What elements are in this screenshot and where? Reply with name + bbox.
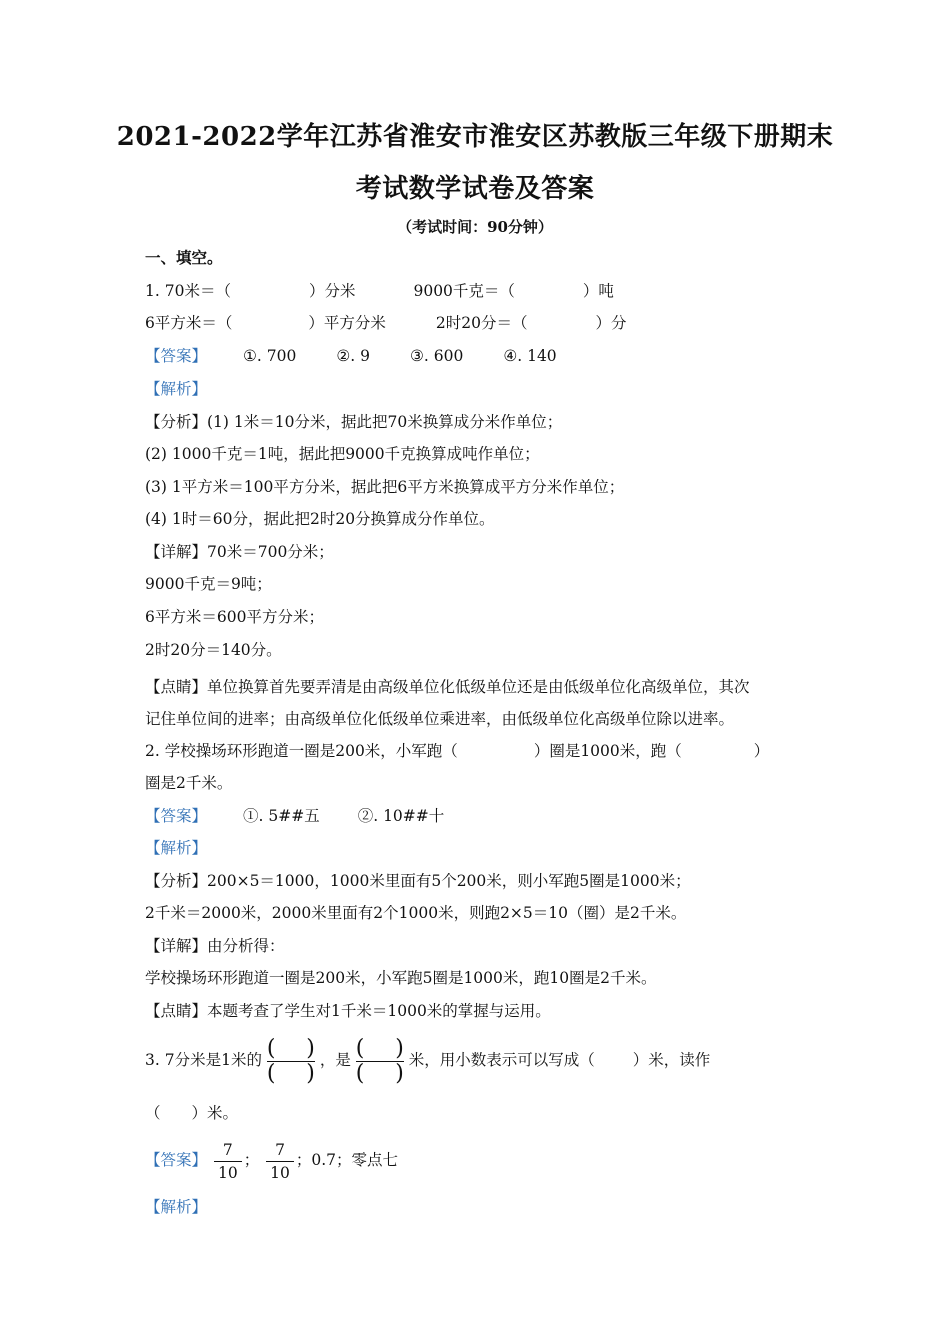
q1-detail-line: 9000千克＝9吨； xyxy=(145,575,272,593)
jiexi-tag: 【解析】 xyxy=(145,839,208,857)
answer-tag: 【答案】 xyxy=(145,807,208,825)
q1-line-2 xyxy=(145,312,627,334)
q1-text: ）平方分米 xyxy=(308,314,386,332)
q3-answer xyxy=(145,1136,398,1184)
answer-item: ②. 10##十 xyxy=(357,807,445,825)
title-line-1: 2021-2022学年江苏省淮安市淮安区苏教版三年级下册期末 xyxy=(116,122,834,152)
q1-analysis-line: 【分析】(1) 1米＝10分米，据此把70米换算成分米作单位； xyxy=(145,413,563,431)
answer-item: ④. 140 xyxy=(503,347,557,365)
q1-analysis-line: (2) 1000千克＝1吨，据此把9000千克换算成吨作单位； xyxy=(145,445,540,463)
answer-item: ①. 700 xyxy=(243,347,297,365)
q2-note-line: 【点睛】本题考查了学生对1千米＝1000米的掌握与运用。 xyxy=(145,1002,551,1020)
q2-detail-line: 【详解】由分析得： xyxy=(145,937,285,955)
q2-text: ） xyxy=(753,742,770,760)
q2-line-1 xyxy=(145,740,769,762)
q1-answer xyxy=(145,345,557,367)
q2-analysis-line: 【分析】200×5＝1000，1000米里面有5个200米，则小军跑5圈是1000米； xyxy=(145,872,691,890)
q2-detail-line: 学校操场环形跑道一圈是200米，小军跑5圈是1000米，跑10圈是2千米。 xyxy=(145,969,657,987)
q1-text: 1. 70米＝（ xyxy=(145,282,231,300)
q1-text: 6平方米＝（ xyxy=(145,314,233,332)
q3-text: 米，用小数表示可以写成（ xyxy=(408,1051,595,1069)
q3-text: 3. 7分米是1米的 xyxy=(145,1051,262,1069)
q3-line-1 xyxy=(145,1034,710,1086)
section-heading: 一、填空。 xyxy=(145,248,223,267)
q1-detail-line: 【详解】70米＝700分米； xyxy=(145,543,334,561)
answer-fraction: $\frac{7}{10}$ xyxy=(266,1139,294,1184)
answer-item: ①. 5##五 xyxy=(243,807,320,825)
answer-fraction: $\frac{7}{10}$ xyxy=(214,1139,242,1184)
q1-analysis-line: (4) 1时＝60分，据此把2时20分换算成分作单位。 xyxy=(145,510,495,528)
q1-note-line: 记住单位间的进率；由高级单位化低级单位乘进率，由低级单位化高级单位除以进率。 xyxy=(145,710,735,728)
answer-rest: ；0.7；零点七 xyxy=(295,1151,399,1169)
q2-text: 2. 学校操场环形跑道一圈是200米，小军跑（ xyxy=(145,742,458,760)
jiexi-tag: 【解析】 xyxy=(145,380,208,398)
q1-text: ）吨 xyxy=(582,282,614,300)
q2-analysis-line: 2千米＝2000米，2000米里面有2个1000米，则跑2×5＝10（圈）是2千米。 xyxy=(145,904,687,922)
blank-fraction: ( ) ( ) xyxy=(266,1035,315,1086)
q3-text: ，是 xyxy=(319,1051,351,1069)
q3-text: ）米，读作 xyxy=(632,1051,711,1069)
q1-analysis-line: (3) 1平方米＝100平方分米，据此把6平方米换算成平方分米作单位； xyxy=(145,478,625,496)
q1-line-1 xyxy=(145,280,614,302)
q1-text: ）分 xyxy=(595,314,627,332)
jiexi-tag: 【解析】 xyxy=(145,1198,208,1216)
separator: ； xyxy=(243,1151,260,1169)
exam-time: （考试时间：90分钟） xyxy=(397,218,553,236)
q1-note-line: 【点睛】单位换算首先要弄清是由高级单位化低级单位还是由低级单位化高级单位，其次 xyxy=(145,678,750,696)
q2-answer xyxy=(145,805,444,827)
answer-tag: 【答案】 xyxy=(145,1151,208,1169)
q1-text: ）分米 xyxy=(308,282,356,300)
title-line-2: 考试数学试卷及答案 xyxy=(355,174,595,204)
q2-line-2: 圈是2千米。 xyxy=(145,774,233,792)
blank-fraction: ( ) ( ) xyxy=(355,1035,404,1086)
q1-detail-line: 6平方米＝600平方分米； xyxy=(145,608,324,626)
q3-line-2: （ ）米。 xyxy=(145,1104,239,1122)
answer-item: ②. 9 xyxy=(336,347,370,365)
q1-detail-line: 2时20分＝140分。 xyxy=(145,641,282,659)
answer-tag: 【答案】 xyxy=(145,347,208,365)
q2-text: ）圈是1000米，跑（ xyxy=(533,742,682,760)
q1-text: 2时20分＝（ xyxy=(435,314,528,332)
answer-item: ③. 600 xyxy=(409,347,464,365)
q1-text: 9000千克＝（ xyxy=(413,282,515,300)
